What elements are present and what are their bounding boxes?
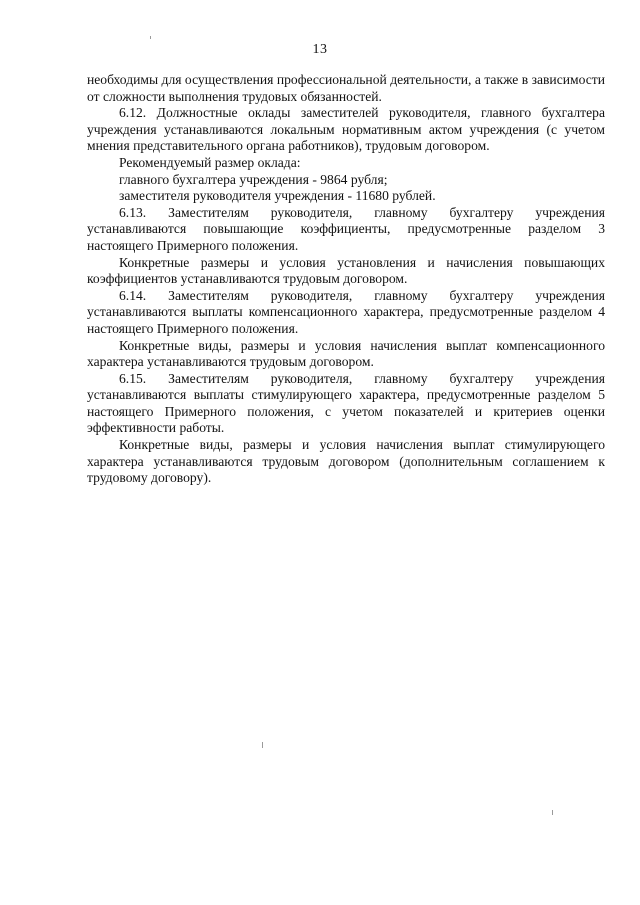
- paragraph-6-13: 6.13. Заместителям руководителя, главному бухгалтеру учреждения устанавливаются повышающие коэффициенты, предусмотренные разделом 3 настоящего Примерного положения.: [87, 204, 605, 253]
- paragraph-deputy-salary: заместителя руководителя учреждения - 11680 рублей.: [119, 188, 436, 204]
- paragraph-6-15: 6.15. Заместителям руководителя, главному бухгалтеру учреждения устанавливаются выплаты стимулирующего характера, предусмотренные разделом 5 настоящего Примерного положения, с учетом показателей и критериев оценки эффективности работы.: [87, 370, 605, 436]
- scan-speck: [150, 36, 151, 39]
- paragraph-continuation: необходимы для осуществления профессиональной деятельности, а также в зависимости от сложности выполнения трудовых обязанностей.: [87, 72, 605, 104]
- paragraph-6-15-details: Конкретные виды, размеры и условия начисления выплат стимулирующего характера устанавливаются трудовым договором (дополнительным соглашением к трудовому договору).: [87, 437, 605, 486]
- document-body: [87, 72, 605, 487]
- paragraph-recommended-salary: Рекомендуемый размер оклада:: [119, 154, 301, 170]
- page-number: 13: [312, 42, 328, 57]
- paragraph-6-14: 6.14. Заместителям руководителя, главному бухгалтеру учреждения устанавливаются выплаты компенсационного характера, предусмотренные разделом 4 настоящего Примерного положения.: [87, 287, 605, 336]
- paragraph-chief-accountant-salary: главного бухгалтера учреждения - 9864 рубля;: [119, 171, 388, 187]
- scan-speck: [262, 742, 263, 748]
- paragraph-6-13-details: Конкретные размеры и условия установления и начисления повышающих коэффициентов устанавливаются трудовым договором.: [87, 254, 605, 287]
- paragraph-6-14-details: Конкретные виды, размеры и условия начисления выплат компенсационного характера устанавливаются трудовым договором.: [87, 337, 605, 370]
- scan-speck: [552, 810, 553, 815]
- paragraph-6-12: 6.12. Должностные оклады заместителей руководителя, главного бухгалтера учреждения устанавливаются локальным нормативным актом учреждения (с учетом мнения представительного органа работников), трудовым договором.: [87, 105, 605, 154]
